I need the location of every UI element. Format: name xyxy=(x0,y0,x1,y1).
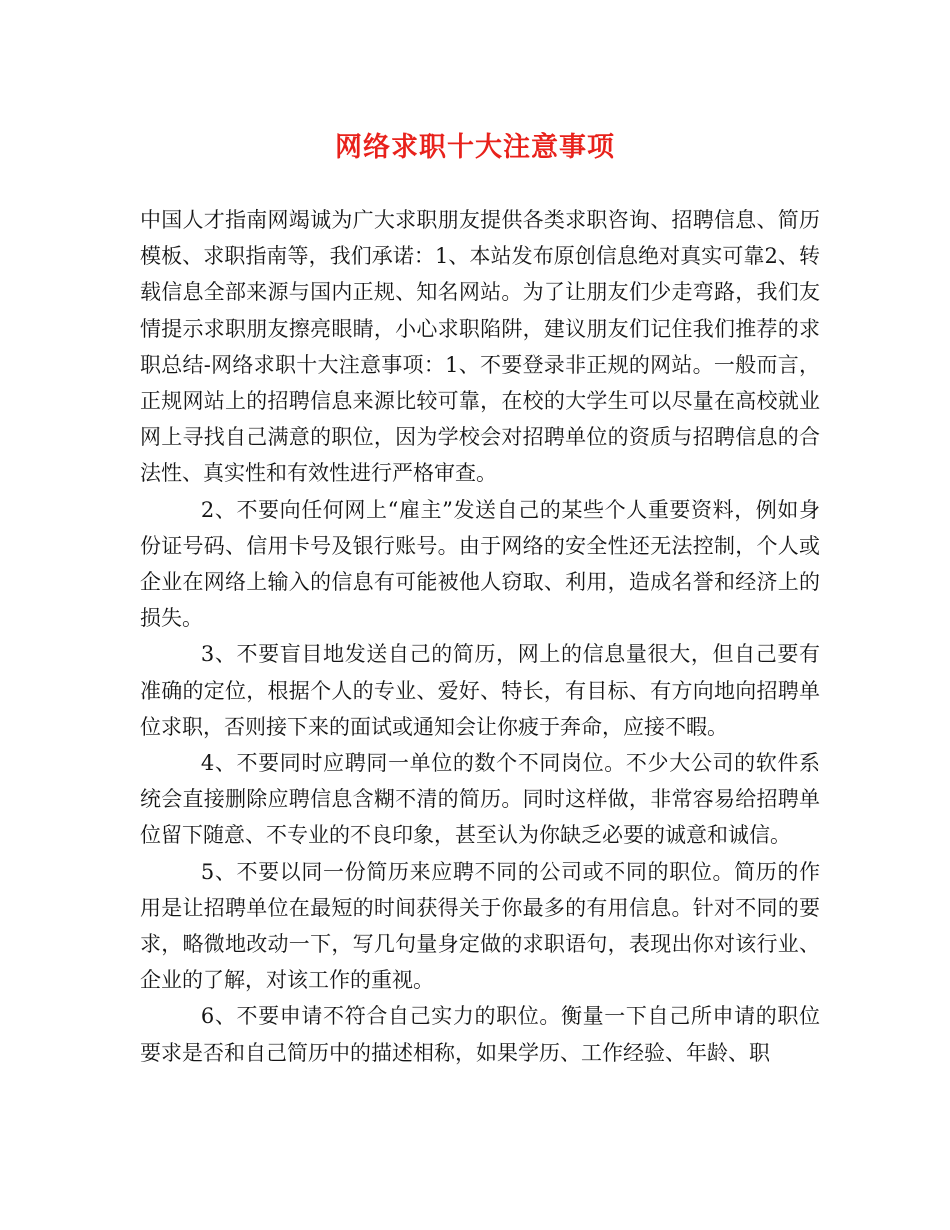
document-title: 网络求职十大注意事项 xyxy=(335,132,615,163)
paragraph-item-5: 5、不要以同一份简历来应聘不同的公司或不同的职位。简历的作用是让招聘单位在最短的时间获得关于你最多的有用信息。针对不同的要求，略微地改动一下，写几句量身定做的求职语句，表现出你对该行业、企业的了解，对该工作的重视。 xyxy=(140,859,820,993)
paragraph-item-2: 2、不要向任何网上“雇主”发送自己的某些个人重要资料，例如身份证号码、信用卡号及银行账号。由于网络的安全性还无法控制，个人或企业在网络上输入的信息有可能被他人窃取、利用，造成名誉和经济上的损失。 xyxy=(140,497,820,631)
paragraph-item-6: 6、不要申请不符合自己实力的职位。衡量一下自己所申请的职位要求是否和自己简历中的描述相称，如果学历、工作经验、年龄、职 xyxy=(140,1004,820,1065)
document-body xyxy=(140,202,820,1071)
paragraph-item-3: 3、不要盲目地发送自己的简历，网上的信息量很大，但自己要有准确的定位，根据个人的专业、爱好、特长，有目标、有方向地向招聘单位求职，否则接下来的面试或通知会让你疲于奔命，应接不暇。 xyxy=(140,642,820,739)
paragraph-intro: 中国人才指南网竭诚为广大求职朋友提供各类求职咨询、招聘信息、简历模板、求职指南等，我们承诺：1、本站发布原创信息绝对真实可靠2、转载信息全部来源与国内正规、知名网站。为了让朋友们少走弯路，我们友情提示求职朋友擦亮眼睛，小心求职陷阱，建议朋友们记住我们推荐的求职总结-网络求职十大注意事项：1、不要登录非正规的网站。一般而言，正规网站上的招聘信息来源比较可靠，在校的大学生可以尽量在高校就业网上寻找自己满意的职位，因为学校会对招聘单位的资质与招聘信息的合法性、真实性和有效性进行严格审查。 xyxy=(140,208,820,486)
paragraph-item-4: 4、不要同时应聘同一单位的数个不同岗位。不少大公司的软件系统会直接删除应聘信息含糊不清的简历。同时这样做，非常容易给招聘单位留下随意、不专业的不良印象，甚至认为你缺乏必要的诚意和诚信。 xyxy=(140,751,820,848)
